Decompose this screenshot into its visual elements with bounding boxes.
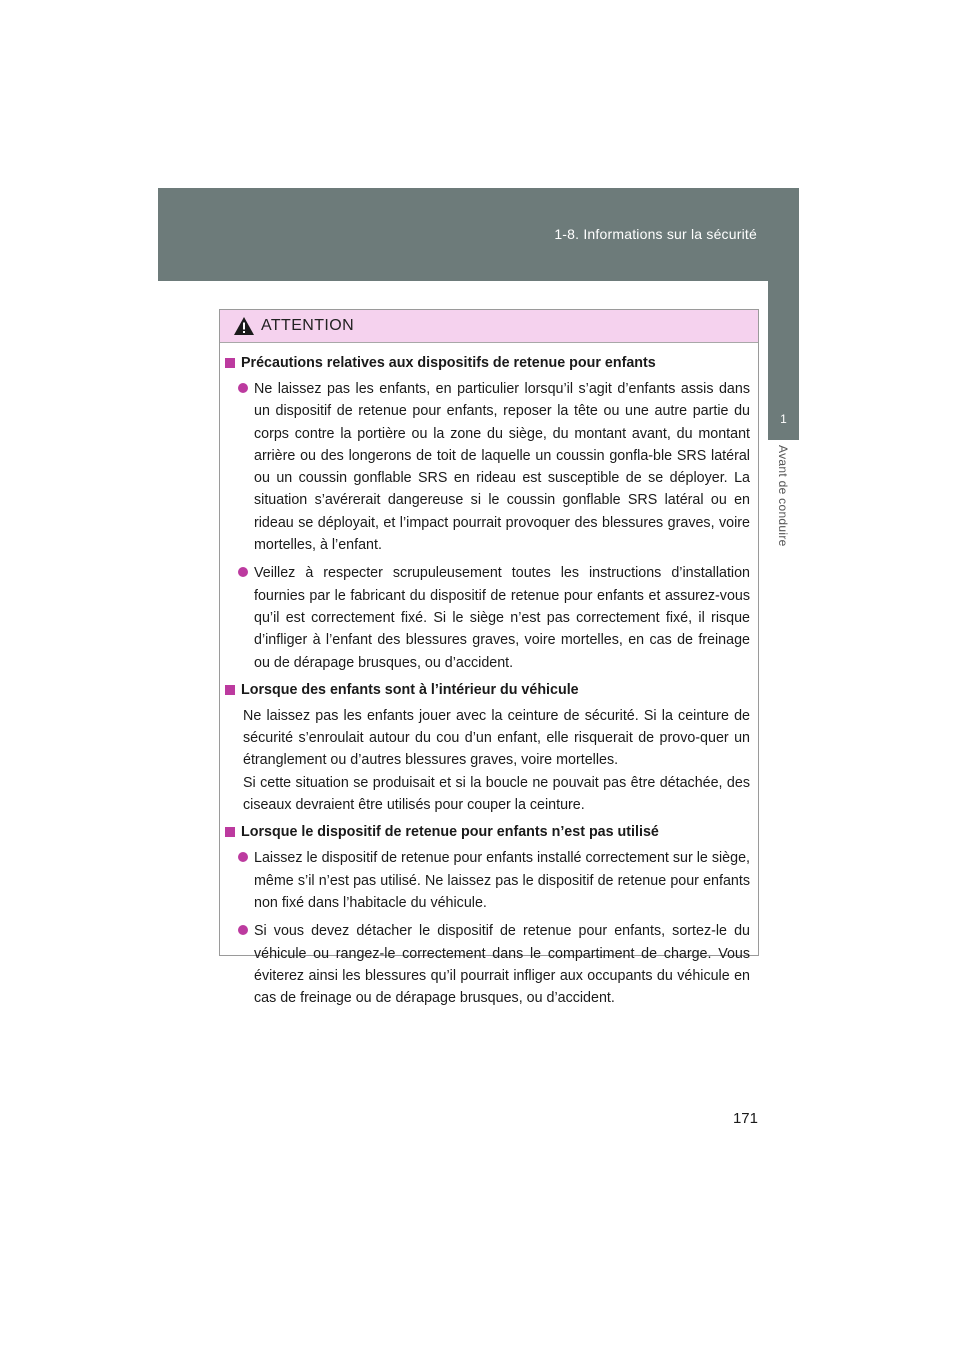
warning-header <box>220 310 758 343</box>
bullet-item <box>238 847 750 914</box>
circle-bullet-icon <box>238 383 248 393</box>
chapter-label <box>772 445 794 585</box>
paragraph <box>243 705 750 816</box>
section-heading <box>225 680 750 700</box>
square-bullet-icon <box>225 685 235 695</box>
bullet-item <box>238 378 750 556</box>
section-heading <box>225 822 750 842</box>
paragraph-text: Ne laissez pas les enfants jouer avec la ceinture de sécurité. Si la ceinture de sécurité s’enroulait autour du cou d’un enfant, elle risquerait de provo-quer un étranglement ou d’autres blessures graves, voire mortelles. <box>243 707 750 769</box>
section-heading <box>225 353 750 373</box>
warning-box <box>219 309 759 1007</box>
section-heading-text: Précautions relatives aux dispositifs de retenue pour enfants <box>241 355 656 371</box>
chapter-number: 1 <box>780 412 787 426</box>
bullet-text: Laissez le dispositif de retenue pour enfants installé correctement sur le siège, même s’il n’est pas utilisé. Ne laissez pas le dispositif de retenue pour enfants non fixé dans l’habitacle du véhicule. <box>254 850 750 911</box>
section-heading-text: Lorsque des enfants sont à l’intérieur du véhicule <box>241 681 579 698</box>
section-header-band <box>158 188 799 281</box>
chapter-tab <box>768 281 799 440</box>
section-heading-text: Lorsque le dispositif de retenue pour enfants n’est pas utilisé <box>241 824 659 841</box>
square-bullet-icon <box>225 827 235 837</box>
warning-triangle-icon <box>233 316 255 336</box>
chapter-label-text: Avant de conduire <box>776 445 790 547</box>
circle-bullet-icon <box>238 925 248 935</box>
circle-bullet-icon <box>238 852 248 862</box>
page-number: 171 <box>732 1110 758 1127</box>
bullet-text: Si vous devez détacher le dispositif de retenue pour enfants, sortez-le du véhicule ou rangez-le correctement dans le compartiment de charge. Vous éviterez ainsi les blessures qu’il pourrait infliger aux occupants du véhicule en cas de freinage ou de dérapage brusques, ou d’accident. <box>254 923 750 1007</box>
paragraph-text: Si cette situation se produisait et si la boucle ne pouvait pas être détachée, des ciseaux devraient être utilisés pour couper la ceinture. <box>243 774 750 814</box>
bullet-item <box>238 920 750 1009</box>
bullet-item <box>238 562 750 673</box>
circle-bullet-icon <box>238 567 248 577</box>
bullet-text: Ne laissez pas les enfants, en particulier lorsqu’il s’agit d’enfants assis dans un dispositif de retenue pour enfants, reposer la tête ou une autre partie du corps contre la portière ou la zone du siège, du montant avant, du montant arrière ou des longerons de toit de laquelle un coussin gonfla-ble SRS latéral ou un coussin gonflable SRS en rideau est susceptible de se déployer. La situation s’avérerait dangereuse si le coussin gonflable SRS latéral ou en rideau se déployait, et l’impact pourrait provoquer des blessures graves, voire mortelles, à l’enfant. <box>254 381 750 554</box>
warning-title: ATTENTION <box>261 317 355 334</box>
warning-body <box>220 343 758 1009</box>
square-bullet-icon <box>225 358 235 368</box>
section-title: 1-8. Informations sur la sécurité <box>554 226 757 242</box>
bullet-text: Veillez à respecter scrupuleusement toutes les instructions d’installation fournies par le fabricant du dispositif de retenue pour enfants et assurez-vous qu’il est correctement fixé. Si le siège n’est pas correctement fixé, il risque d’infliger à l’enfant des blessures graves, voire mortelles, en cas de freinage ou de dérapage brusques, ou d’accident. <box>254 565 750 671</box>
